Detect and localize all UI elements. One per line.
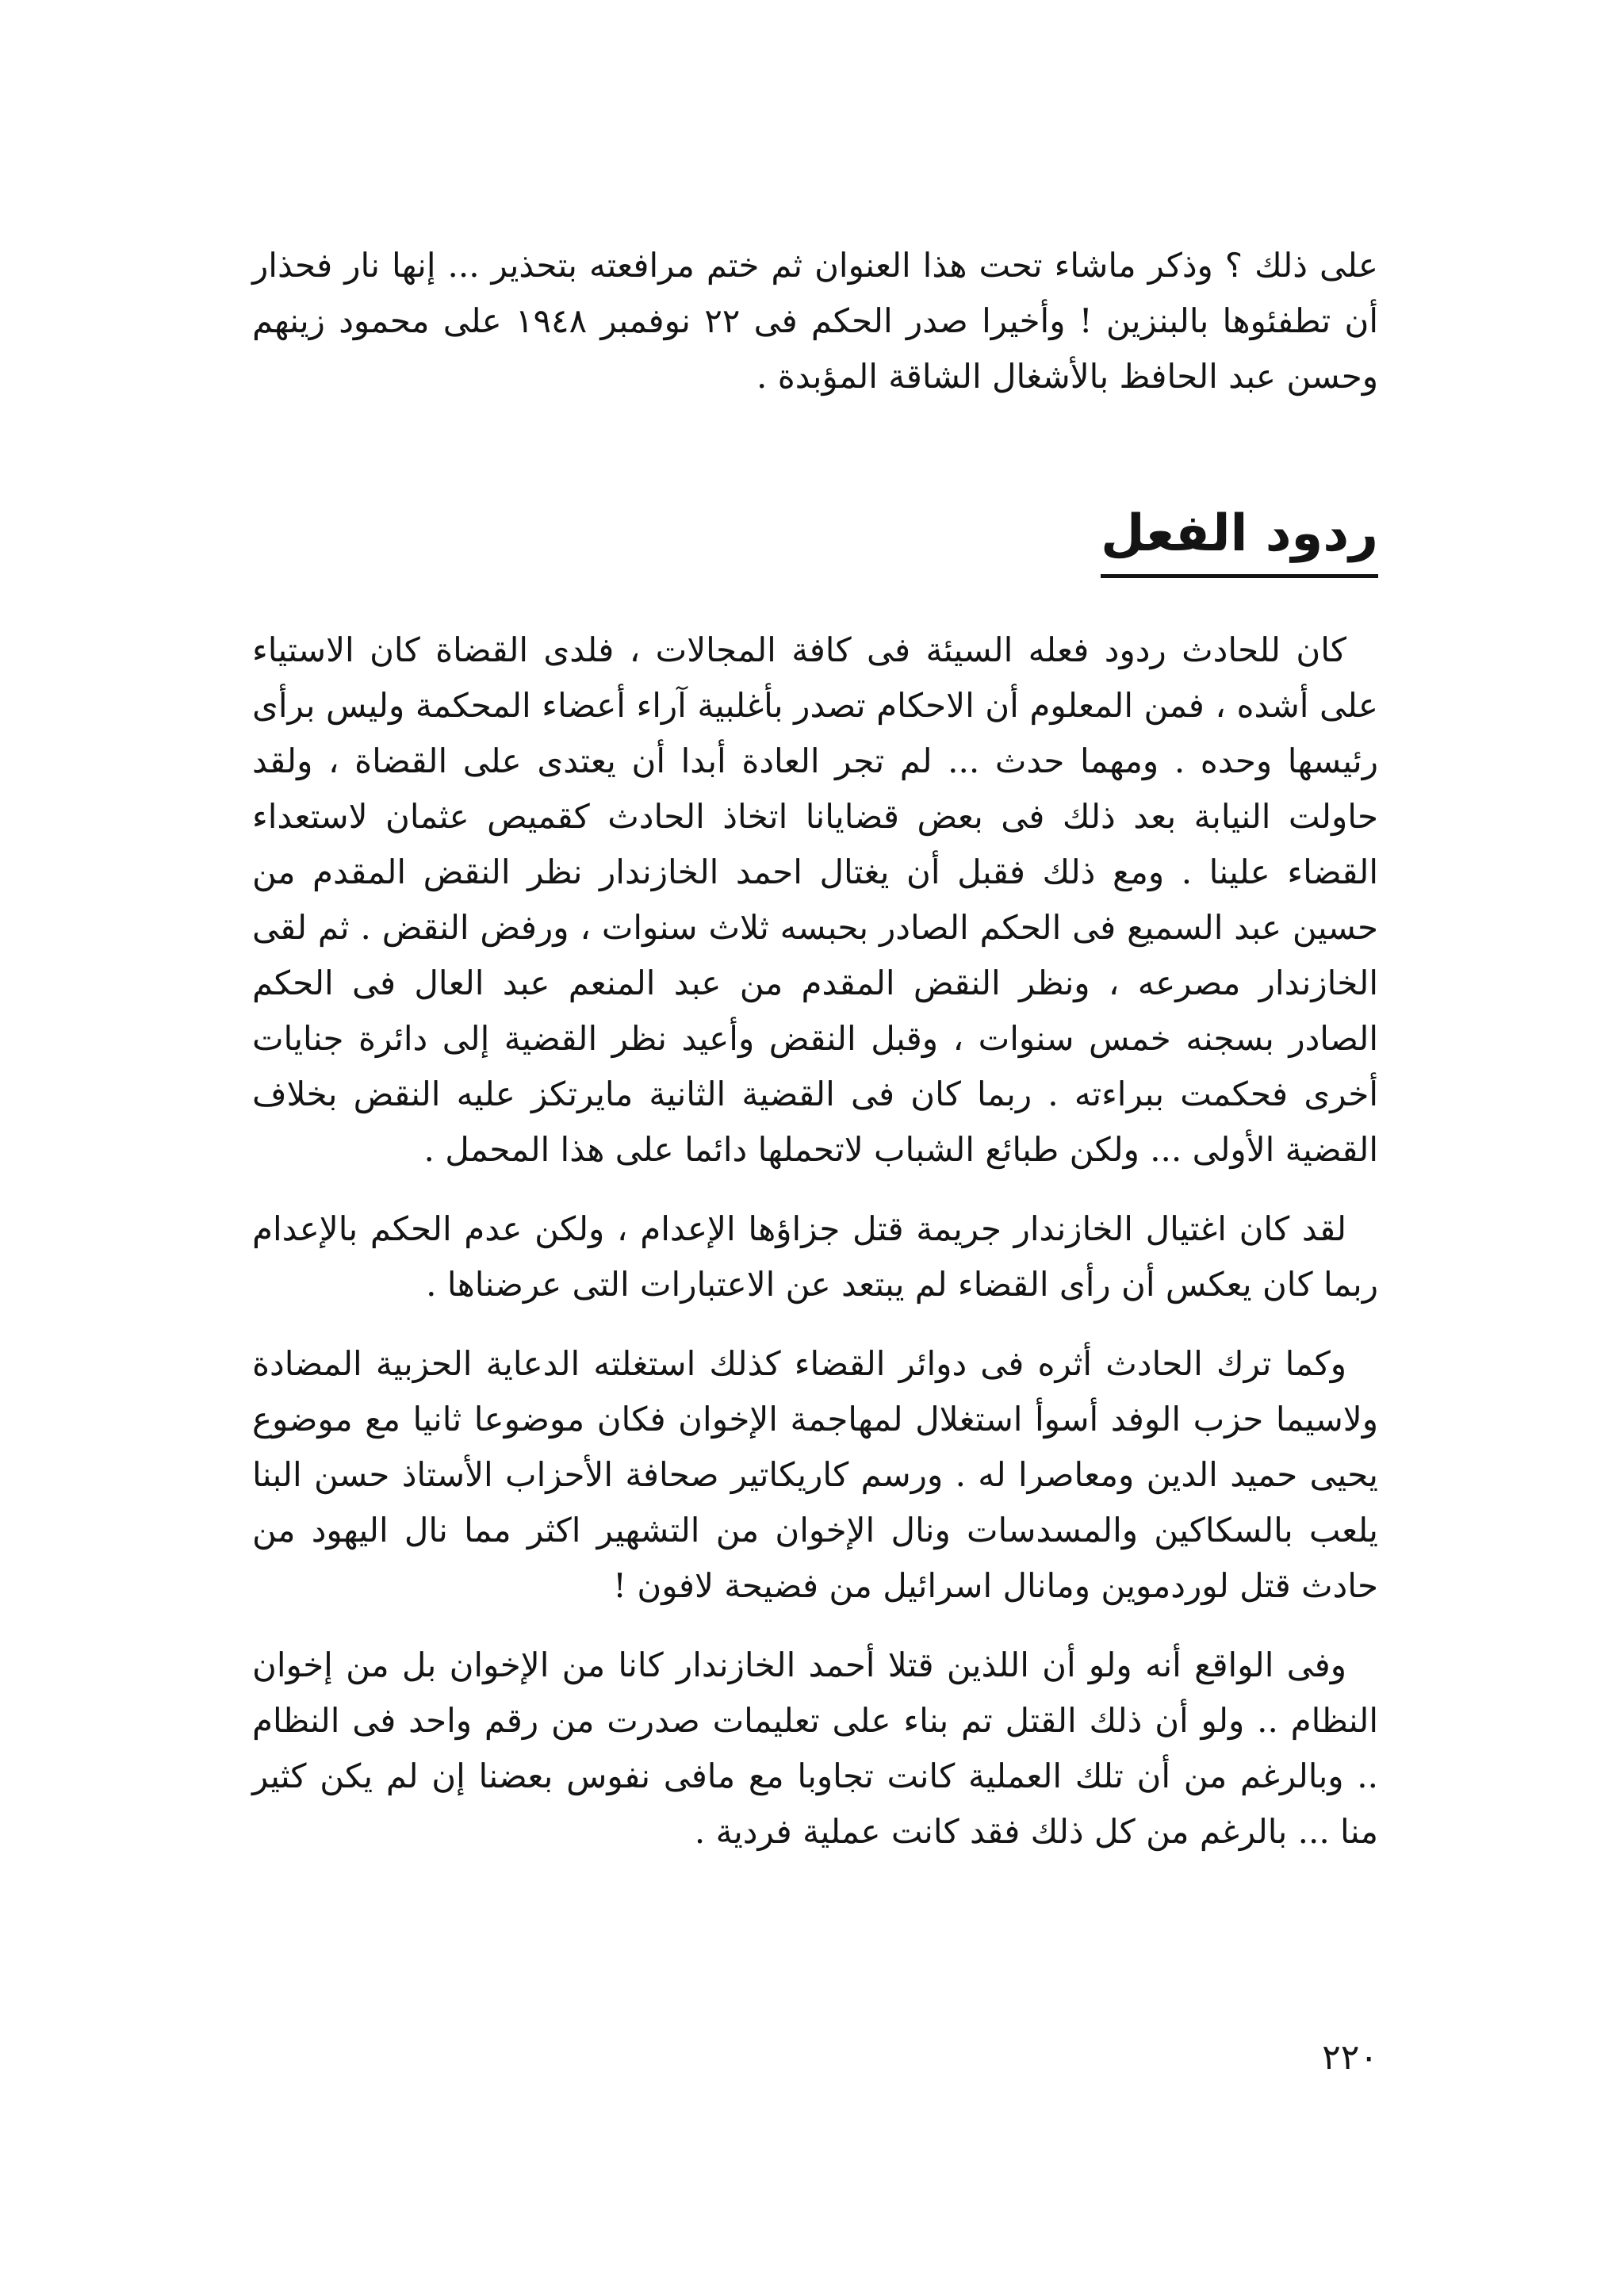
- paragraph-2: لقد كان اغتيال الخازندار جريمة قتل جزاؤها الإعدام ، ولكن عدم الحكم بالإعدام ربما كان يعكس أن رأى القضاء لم يبتعد عن الاعتبارات التى عرضناها .: [252, 1209, 1378, 1304]
- opening-paragraph: على ذلك ؟ وذكر ماشاء تحت هذا العنوان ثم ختم مرافعته بتحذير ... إنها نار فحذار أن تطفئوها بالبنزين ! وأخيرا صدر الحكم فى ٢٢ نوفمبر ١٩٤٨ على محمود زينهم وحسن عبد الحافظ بالأشغال الشاقة المؤبدة .: [252, 246, 1378, 396]
- page-number: ٢٢٠: [1322, 2037, 1378, 2078]
- book-page: [252, 238, 1378, 1860]
- paragraph-3: وكما ترك الحادث أثره فى دوائر القضاء كذلك استغلته الدعاية الحزبية المضادة ولاسيما حزب الوفد أسوأ استغلال لمهاجمة الإخوان فكان موضوعا ثانيا مع موضوع يحيى حميد الدين ومعاصرا له . ورسم كاريكاتير صحافة الأحزاب الأستاذ حسن البنا يلعب بالسكاكين والمسدسات ونال الإخوان من التشهير اكثر مما نال اليهود من حادث قتل لوردموين ومانال اسرائيل من فضيحة لافون !: [252, 1344, 1378, 1605]
- paragraph-1: كان للحادث ردود فعله السيئة فى كافة المجالات ، فلدى القضاة كان الاستياء على أشده ، فمن المعلوم أن الاحكام تصدر بأغلبية آراء أعضاء المحكمة وليس برأى رئيسها وحده . ومهما حدث ... لم تجر العادة أبدا أن يعتدى على القضاة ، ولقد حاولت النيابة بعد ذلك فى بعض قضايانا اتخاذ الحادث كقميص عثمان لاستعداء القضاء علينا . ومع ذلك فقبل أن يغتال احمد الخازندار نظر النقض المقدم من حسين عبد السميع فى الحكم الصادر بحبسه ثلاث سنوات ، ورفض النقض . ثم لقى الخازندار مصرعه ، ونظر النقض المقدم من عبد المنعم عبد العال فى الحكم الصادر بسجنه خمس سنوات ، وقبل النقض وأعيد نظر القضية إلى دائرة جنايات أخرى فحكمت ببراءته . ربما كان فى القضية الثانية مايرتكز عليه النقض بخلاف القضية الأولى ... ولكن طبائع الشباب لاتحملها دائما على هذا المحمل .: [252, 630, 1378, 1169]
- paragraph-4: وفى الواقع أنه ولو أن اللذين قتلا أحمد الخازندار كانا من الإخوان بل من إخوان النظام .. ولو أن ذلك القتل تم بناء على تعليمات صدرت من رقم واحد فى النظام .. وبالرغم من أن تلك العملية كانت تجاوبا مع مافى نفوس بعضنا إن لم يكن كثير منا ... بالرغم من كل ذلك فقد كانت عملية فردية .: [252, 1645, 1378, 1851]
- section-heading: ردود الفعل: [1101, 498, 1378, 578]
- section-heading-container: [252, 498, 1378, 578]
